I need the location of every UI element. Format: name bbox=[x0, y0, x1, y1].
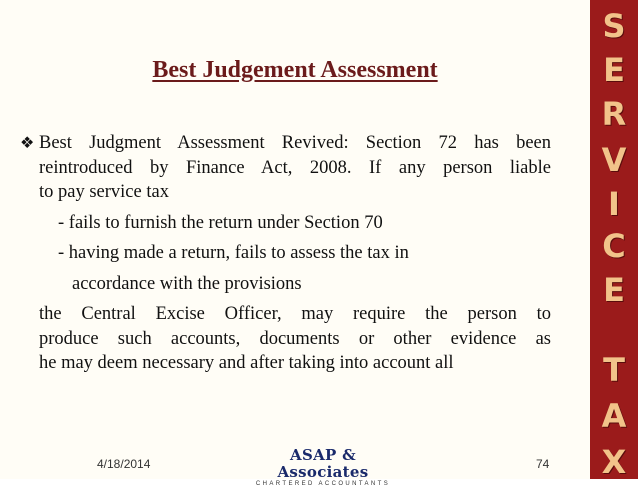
banner-letter: R bbox=[601, 95, 627, 133]
banner-letter: E bbox=[603, 271, 625, 309]
body-line: - fails to furnish the return under Section 70 bbox=[58, 212, 383, 233]
body-line bbox=[20, 131, 551, 156]
banner-letter: A bbox=[601, 397, 627, 435]
service-tax-banner bbox=[590, 0, 638, 479]
banner-letter: V bbox=[601, 141, 627, 179]
logo-tagline: CHARTERED ACCOUNTANTS bbox=[255, 481, 391, 487]
body-line: produce such accounts, documents or other evidence as bbox=[39, 328, 551, 349]
footer-date: 4/18/2014 bbox=[97, 457, 151, 471]
body-line: accordance with the provisions bbox=[72, 273, 302, 294]
logo-name: ASAP & Associates bbox=[277, 446, 369, 481]
page-number: 74 bbox=[536, 457, 550, 471]
body-line: - having made a return, fails to assess the tax in bbox=[58, 243, 409, 263]
banner-letter: T bbox=[603, 351, 625, 389]
banner-letter: I bbox=[608, 185, 620, 223]
banner-letter: S bbox=[602, 7, 626, 45]
body-line: reintroduced by Finance Act, 2008. If any person liable bbox=[39, 157, 551, 178]
body-line: the Central Excise Officer, may require the person to bbox=[39, 304, 551, 324]
slide-body bbox=[20, 131, 551, 376]
diamond-bullet-icon: ❖ bbox=[20, 133, 35, 152]
slide-title: Best Judgement Assessment bbox=[152, 57, 438, 83]
banner-letter: X bbox=[601, 443, 627, 481]
body-line: to pay service tax bbox=[39, 182, 169, 202]
company-logo bbox=[248, 446, 398, 487]
body-line-text: Best Judgment Assessment Revived: Section 72 has been bbox=[39, 133, 551, 153]
banner-letter: C bbox=[602, 227, 626, 265]
banner-letter: E bbox=[603, 51, 625, 89]
body-line: he may deem necessary and after taking into account all bbox=[39, 353, 454, 373]
